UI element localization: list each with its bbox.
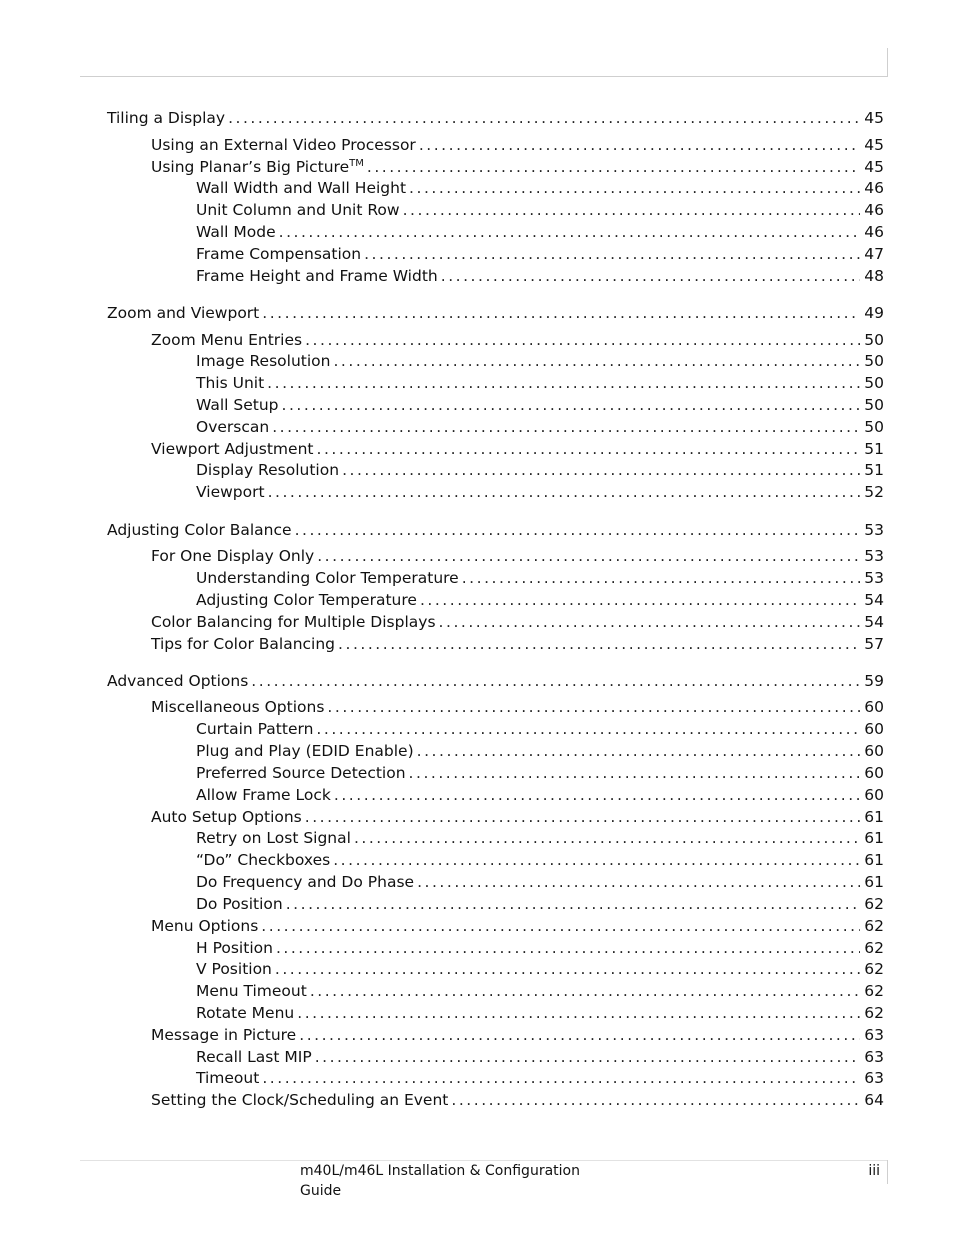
toc-entry-title: Preferred Source Detection [196,764,406,782]
toc-entry-level-3[interactable] [196,177,884,199]
toc-entry-level-3[interactable] [196,1067,884,1089]
toc-entry-title: Rotate Menu [196,1004,295,1022]
toc-entry-page-number: 64 [864,1091,884,1109]
trademark-superscript: TM [349,157,364,169]
toc-entry-title: Adjusting Color Temperature [196,591,417,609]
toc-entry-level-3[interactable] [196,350,884,372]
toc-entry-title: Tips for Color Balancing [151,635,336,653]
toc-entry-title: Menu Timeout [196,982,307,1000]
toc-entry-level-3[interactable] [196,937,884,959]
toc-entry-title: Auto Setup Options [151,808,302,826]
toc-entry-level-3[interactable] [196,1046,884,1068]
toc-dot-leader [305,806,860,828]
toc-entry-level-3[interactable] [196,827,884,849]
toc-entry-title: Menu Options [151,917,259,935]
toc-entry-title: Recall Last MIP [196,1048,312,1066]
toc-entry-title: H Position [196,939,273,957]
toc-dot-leader [417,871,860,893]
toc-entry-page-number: 45 [864,158,884,176]
toc-entry-page-number: 62 [864,895,884,913]
toc-dot-leader [262,1067,860,1089]
toc-entry-title: Adjusting Color Balance [107,521,292,539]
footer-rule-tick [887,1160,888,1184]
toc-dot-leader [342,459,860,481]
toc-entry-page-number: 49 [864,304,884,322]
toc-entry-title: Unit Column and Unit Row [196,201,400,219]
toc-dot-leader [316,718,860,740]
toc-entry-page-number: 53 [864,547,884,565]
toc-entry-level-1[interactable] [107,519,884,541]
header-rule-tick [887,48,888,77]
toc-entry-page-number: 63 [864,1048,884,1066]
toc-entry-page-number: 51 [864,461,884,479]
toc-entry-title: Using an External Video Processor [151,136,416,154]
toc-entry-page-number: 63 [864,1069,884,1087]
toc-entry-title: Tiling a Display [107,109,226,127]
toc-entry-title: Color Balancing for Multiple Displays [151,613,436,631]
toc-dot-leader [316,438,860,460]
toc-dot-leader [297,1002,860,1024]
toc-entry-page-number: 53 [864,569,884,587]
toc-dot-leader [268,481,860,503]
toc-entry-level-2[interactable] [151,1024,884,1046]
toc-entry-page-number: 62 [864,982,884,1000]
toc-entry-level-3[interactable] [196,849,884,871]
toc-dot-leader [261,915,860,937]
toc-entry-page-number: 62 [864,917,884,935]
toc-entry-level-3[interactable] [196,958,884,980]
toc-dot-leader [310,980,860,1002]
toc-entry-level-3[interactable] [196,372,884,394]
toc-entry-title: Viewport Adjustment [151,440,314,458]
toc-entry-page-number: 46 [864,201,884,219]
toc-entry-page-number: 60 [864,742,884,760]
toc-entry-level-3[interactable] [196,243,884,265]
toc-entry-title: Advanced Options [107,672,249,690]
toc-entry-title: Do Frequency and Do Phase [196,873,415,891]
toc-entry-title: Setting the Clock/Scheduling an Event [151,1091,449,1109]
toc-entry-title: Wall Setup [196,396,279,414]
toc-entry-level-3[interactable] [196,871,884,893]
toc-entry-title: Plug and Play (EDID Enable) [196,742,414,760]
toc-entry-page-number: 61 [864,851,884,869]
toc-dot-leader [354,827,860,849]
toc-entry-title: Zoom Menu Entries [151,331,303,349]
toc-entry-level-3[interactable] [196,416,884,438]
toc-entry-level-2[interactable] [151,696,884,718]
toc-entry-page-number: 59 [864,672,884,690]
toc-entry-title: This Unit [196,374,265,392]
toc-entry-page-number: 60 [864,720,884,738]
toc-dot-leader [262,302,860,324]
toc-entry-title: V Position [196,960,272,978]
toc-entry-level-2[interactable] [151,806,884,828]
toc-entry-page-number: 50 [864,331,884,349]
toc-entry-level-1[interactable] [107,670,884,692]
toc-dot-leader [286,893,860,915]
toc-entry-title: Display Resolution [196,461,340,479]
toc-dot-leader [334,784,860,806]
toc-dot-leader [364,243,860,265]
toc-entry-level-2[interactable] [151,915,884,937]
toc-dot-leader [441,265,860,287]
toc-entry-page-number: 54 [864,591,884,609]
toc-entry-level-3[interactable] [196,221,884,243]
toc-dot-leader [439,611,860,633]
toc-entry-page-number: 46 [864,179,884,197]
toc-entry-page-number: 52 [864,483,884,501]
toc-entry-page-number: 48 [864,267,884,285]
toc-entry-level-3[interactable] [196,784,884,806]
toc-entry-level-3[interactable] [196,567,884,589]
toc-entry-title: Timeout [196,1069,260,1087]
toc-entry-level-3[interactable] [196,980,884,1002]
toc-entry-page-number: 50 [864,374,884,392]
toc-entry-level-3[interactable] [196,265,884,287]
footer-page-number: iii [868,1163,880,1179]
toc-dot-leader [275,958,860,980]
toc-entry-page-number: 62 [864,960,884,978]
toc-entry-title: Image Resolution [196,352,331,370]
toc-dot-leader [367,156,860,178]
toc-entry-page-number: 50 [864,396,884,414]
toc-entry-title: Zoom and Viewport [107,304,260,322]
toc-dot-leader [315,1046,860,1068]
toc-entry-title: For One Display Only [151,547,315,565]
toc-entry-level-3[interactable] [196,199,884,221]
toc-entry-title: Viewport [196,483,265,501]
toc-entry-level-1[interactable] [107,107,884,129]
toc-entry-title: Wall Width and Wall Height [196,179,407,197]
toc-entry-level-2[interactable] [151,633,884,655]
toc-entry-level-2[interactable] [151,611,884,633]
toc-dot-leader [299,1024,860,1046]
toc-dot-leader [295,519,860,541]
toc-entry-page-number: 61 [864,873,884,891]
toc-dot-leader [417,740,860,762]
toc-dot-leader [282,394,861,416]
toc-entry-page-number: 63 [864,1026,884,1044]
toc-dot-leader [333,849,860,871]
toc-entry-title: Using Planar’s Big Picture™ [151,157,364,176]
toc-dot-leader [338,633,860,655]
toc-entry-page-number: 60 [864,786,884,804]
toc-entry-level-3[interactable] [196,762,884,784]
footer-document-title: m40L/m46L Installation & Configuration Guide [300,1163,580,1199]
toc-dot-leader [409,762,860,784]
toc-entry-title: Do Position [196,895,283,913]
toc-entry-title: Message in Picture [151,1026,297,1044]
toc-entry-page-number: 62 [864,939,884,957]
toc-entry-title: Allow Frame Lock [196,786,331,804]
toc-entry-level-3[interactable] [196,589,884,611]
toc-entry-level-2[interactable] [151,438,884,460]
toc-entry-level-3[interactable] [196,481,884,503]
toc-entry-page-number: 53 [864,521,884,539]
toc-entry-level-3[interactable] [196,394,884,416]
toc-dot-leader [420,589,860,611]
toc-dot-leader [317,545,860,567]
toc-dot-leader [267,372,860,394]
toc-entry-page-number: 62 [864,1004,884,1022]
toc-entry-level-3[interactable] [196,459,884,481]
toc-entry-page-number: 45 [864,109,884,127]
toc-entry-page-number: 61 [864,829,884,847]
toc-entry-title: Curtain Pattern [196,720,314,738]
toc-entry-page-number: 46 [864,223,884,241]
toc-dot-leader [276,937,860,959]
toc-entry-level-3[interactable] [196,1002,884,1024]
toc-entry-page-number: 54 [864,613,884,631]
toc-dot-leader [327,696,860,718]
toc-entry-title: Understanding Color Temperature [196,569,459,587]
toc-entry-page-number: 50 [864,418,884,436]
toc-entry-level-2[interactable] [151,329,884,351]
toc-dot-leader [279,221,860,243]
toc-entry-level-3[interactable] [196,893,884,915]
toc-dot-leader [409,177,860,199]
toc-entry-title: Wall Mode [196,223,276,241]
toc-entry-page-number: 60 [864,764,884,782]
toc-dot-leader [451,1089,860,1111]
toc-dot-leader [333,350,860,372]
toc-entry-level-2[interactable] [151,1089,884,1111]
toc-entry-page-number: 60 [864,698,884,716]
toc-dot-leader [228,107,860,129]
toc-entry-title: “Do” Checkboxes [196,851,331,869]
toc-entry-level-2[interactable] [151,545,884,567]
toc-entry-page-number: 61 [864,808,884,826]
toc-entry-level-2[interactable] [151,134,884,156]
toc-entry-level-2[interactable] [151,156,884,178]
toc-entry-title: Retry on Lost Signal [196,829,351,847]
toc-dot-leader [272,416,860,438]
toc-dot-leader [462,567,860,589]
toc-entry-level-3[interactable] [196,718,884,740]
toc-dot-leader [403,199,860,221]
toc-entry-title: Overscan [196,418,270,436]
toc-dot-leader [419,134,860,156]
toc-dot-leader [251,670,860,692]
toc-entry-page-number: 50 [864,352,884,370]
toc-entry-page-number: 47 [864,245,884,263]
toc-dot-leader [305,329,860,351]
toc-entry-page-number: 57 [864,635,884,653]
toc-entry-page-number: 45 [864,136,884,154]
toc-entry-page-number: 51 [864,440,884,458]
toc-entry-level-1[interactable] [107,302,884,324]
toc-entry-title: Frame Compensation [196,245,362,263]
toc-entry-level-3[interactable] [196,740,884,762]
toc-entry-title: Frame Height and Frame Width [196,267,438,285]
toc-entry-title: Miscellaneous Options [151,698,325,716]
header-rule [80,76,888,77]
